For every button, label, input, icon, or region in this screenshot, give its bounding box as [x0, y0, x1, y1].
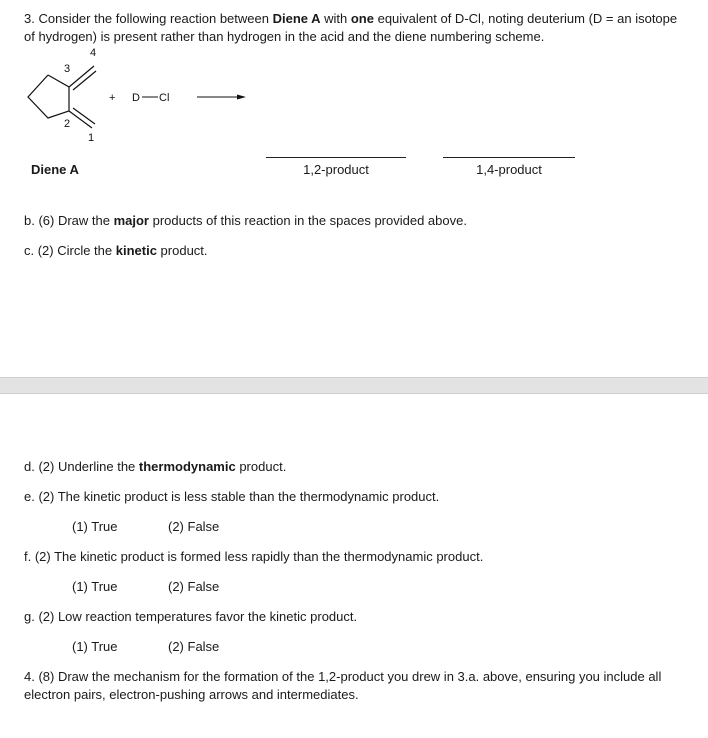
diene-ring	[28, 75, 69, 118]
carbon-number-4: 4	[90, 47, 97, 59]
question-e-option-false[interactable]: (2) False	[168, 519, 220, 534]
diene-a-label: Diene A	[31, 162, 79, 177]
product-12-blank	[266, 157, 406, 158]
reagent-chlorine: Cl	[159, 92, 170, 104]
reagent-deuterium: D	[132, 92, 140, 104]
product-12-label: 1,2-product	[303, 162, 369, 177]
carbon-number-2: 2	[64, 118, 71, 130]
reaction-arrow-head	[237, 95, 246, 100]
question-d: d. (2) Underline the thermodynamic product.	[24, 459, 287, 474]
question-g-option-false[interactable]: (2) False	[168, 639, 220, 654]
page-break	[0, 377, 708, 394]
question-f-option-false[interactable]: (2) False	[168, 579, 220, 594]
question-g-option-true[interactable]: (1) True	[72, 639, 118, 654]
plus-sign: +	[109, 92, 116, 104]
question-4: 4. (8) Draw the mechanism for the formation of the 1,2-product you drew in 3.a. above, ensuring you include all electron pairs, electron-pushing arrows and intermediates.	[24, 669, 662, 702]
carbon-number-1: 1	[88, 132, 95, 144]
product-14-label: 1,4-product	[476, 162, 542, 177]
question-b: b. (6) Draw the major products of this reaction in the spaces provided above.	[24, 213, 467, 228]
diene-name: Diene A	[272, 11, 321, 26]
question-f-option-true[interactable]: (1) True	[72, 579, 118, 594]
question-e: e. (2) The kinetic product is less stable than the thermodynamic product.	[24, 489, 440, 504]
question-c: c. (2) Circle the kinetic product.	[24, 243, 208, 258]
carbon-number-3: 3	[64, 63, 71, 75]
question-3-prompt: 3. Consider the following reaction between Diene A with one equivalent of D-Cl, noting deuterium (D = an isotope of hydrogen) is present rather than hydrogen in the acid and the diene numbering scheme.	[24, 11, 678, 44]
product-14-blank	[443, 157, 575, 158]
question-f: f. (2) The kinetic product is formed less rapidly than the thermodynamic product.	[24, 549, 484, 564]
one-emphasis: one	[350, 11, 374, 26]
question-g: g. (2) Low reaction temperatures favor the kinetic product.	[24, 609, 358, 624]
question-e-option-true[interactable]: (1) True	[72, 519, 118, 534]
